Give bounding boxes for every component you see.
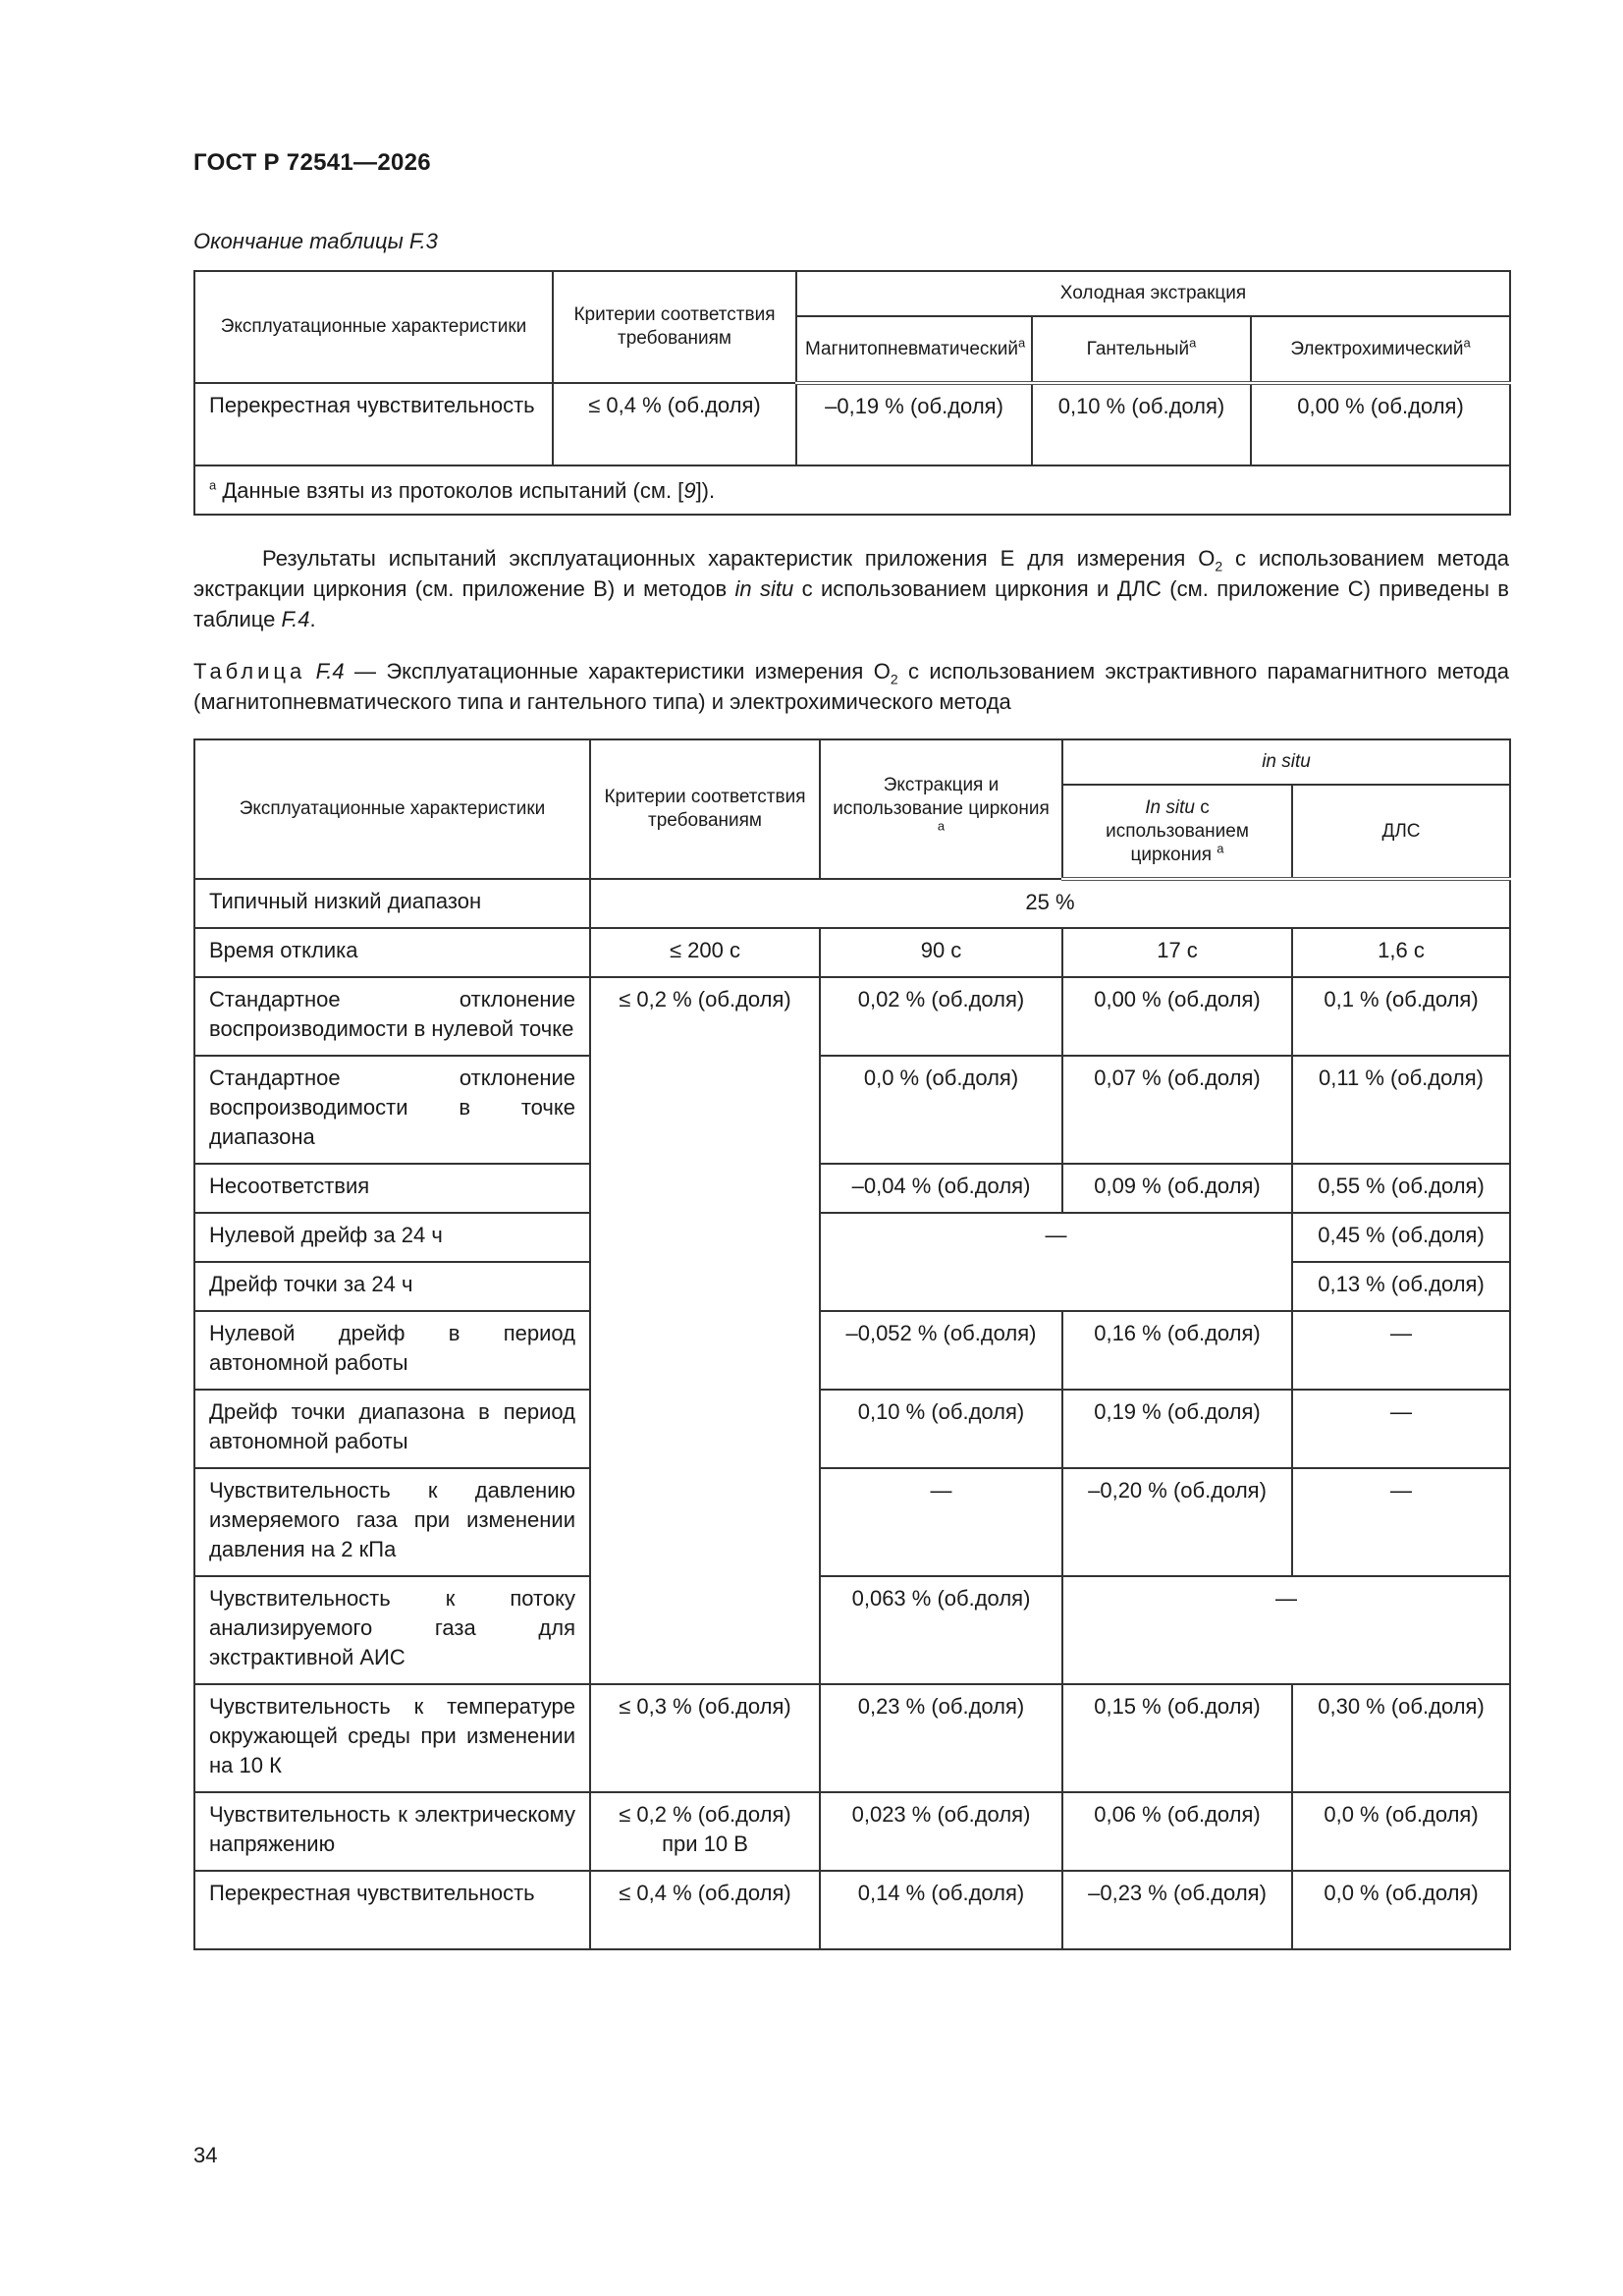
f4-cell-extraction: 90 с xyxy=(820,928,1062,977)
f4-cell-dls: 0,0 % (об.доля) xyxy=(1292,1871,1510,1949)
f4-cell-in-situ-zirconium: 0,07 % (об.доля) xyxy=(1062,1056,1292,1164)
f4-cell-in-situ-zirconium: 0,00 % (об.доля) xyxy=(1062,977,1292,1056)
table-row xyxy=(194,1468,1510,1576)
f4-cell-extraction: –0,052 % (об.доля) xyxy=(820,1311,1062,1390)
f4-cell-dls: 0,30 % (об.доля) xyxy=(1292,1684,1510,1792)
table-row xyxy=(194,1871,1510,1949)
table-row xyxy=(194,1213,1510,1262)
f4-cell-dls: 0,55 % (об.доля) xyxy=(1292,1164,1510,1213)
f4-cell-dls: — xyxy=(1292,1468,1510,1576)
f4-cell-in-situ-zirconium: –0,23 % (об.доля) xyxy=(1062,1871,1292,1949)
table-row xyxy=(194,879,1510,928)
f4-cell-in-situ-zirconium: 0,19 % (об.доля) xyxy=(1062,1390,1292,1468)
f4-cell-feature: Нулевой дрейф в период автономной работы xyxy=(194,1311,590,1390)
f3-header-electrochemical: Электрохимический$^а$ xyxy=(1251,316,1510,383)
f4-cell-in-situ-zirconium: –0,20 % (об.доля) xyxy=(1062,1468,1292,1576)
f3-cell-electrochemical: 0,00 % (об.доля) xyxy=(1251,383,1510,465)
f4-cell-extraction: — xyxy=(820,1468,1062,1576)
table-row xyxy=(194,1684,1510,1792)
f4-cell-feature: Чувствительность к давлению измеряемого газа при изменении давления на 2 кПа xyxy=(194,1468,590,1576)
f4-cell-criteria: ≤ 200 с xyxy=(590,928,820,977)
table-f3 xyxy=(193,270,1511,516)
f4-cell-extraction: 0,23 % (об.доля) xyxy=(820,1684,1062,1792)
f4-cell-dls: 0,13 % (об.доля) xyxy=(1292,1262,1510,1311)
f4-cell-feature: Дрейф точки за 24 ч xyxy=(194,1262,590,1311)
f4-cell-feature: Дрейф точки диапазона в период автономной работы xyxy=(194,1390,590,1468)
f4-header-criteria: Критерии соответствия требованиям xyxy=(590,739,820,879)
f4-cell-dls: — xyxy=(1292,1390,1510,1468)
f4-cell-feature: Нулевой дрейф за 24 ч xyxy=(194,1213,590,1262)
f4-cell-criteria: ≤ 0,4 % (об.доля) xyxy=(590,1871,820,1949)
f4-cell-in-situ-zirconium: 0,15 % (об.доля) xyxy=(1062,1684,1292,1792)
f4-cell-dls: 1,6 с xyxy=(1292,928,1510,977)
table-row xyxy=(194,1056,1510,1164)
f4-cell-extraction: 0,10 % (об.доля) xyxy=(820,1390,1062,1468)
f3-header-cold-extraction: Холодная экстракция xyxy=(796,271,1510,316)
f4-cell-merged-dash: — xyxy=(820,1213,1292,1311)
f4-cell-in-situ-zirconium: 0,09 % (об.доля) xyxy=(1062,1164,1292,1213)
f4-cell-feature: Чувствительность к температуре окружающей среды при изменении на 10 К xyxy=(194,1684,590,1792)
f4-cell-in-situ-zirconium: 0,06 % (об.доля) xyxy=(1062,1792,1292,1871)
document-title: ГОСТ Р 72541—2026 xyxy=(193,149,431,176)
f4-cell-criteria: ≤ 0,3 % (об.доля) xyxy=(590,1684,820,1792)
f3-cell-criteria: ≤ 0,4 % (об.доля) xyxy=(553,383,796,465)
f3-cell-feature: Перекрестная чувствительность xyxy=(194,383,553,465)
f4-header-dls: ДЛС xyxy=(1292,785,1510,879)
f4-header-in-situ-zirconium: In situ с использованием циркония $^а$ xyxy=(1062,785,1292,879)
f4-cell-in-situ-zirconium: 0,16 % (об.доля) xyxy=(1062,1311,1292,1390)
f4-header-feature: Эксплуатационные характеристики xyxy=(194,739,590,879)
f4-cell-feature: Несоответствия xyxy=(194,1164,590,1213)
f4-cell-extraction: 0,063 % (об.доля) xyxy=(820,1576,1062,1684)
f4-cell-extraction: 0,0 % (об.доля) xyxy=(820,1056,1062,1164)
f4-cell-in-situ-zirconium: 17 с xyxy=(1062,928,1292,977)
table-row xyxy=(194,1164,1510,1213)
f4-cell-feature: Время отклика xyxy=(194,928,590,977)
table-row xyxy=(194,928,1510,977)
table-row xyxy=(194,977,1510,1056)
f3-header-feature: Эксплуатационные характеристики xyxy=(194,271,553,383)
f4-cell-dls: — xyxy=(1292,1311,1510,1390)
f4-header-in-situ: in situ xyxy=(1062,739,1510,785)
f4-cell-extraction: 0,02 % (об.доля) xyxy=(820,977,1062,1056)
f4-cell-merged-value: 25 % xyxy=(590,879,1510,928)
f4-cell-dls: 0,0 % (об.доля) xyxy=(1292,1792,1510,1871)
f4-cell-feature: Стандартное отклонение воспроизводимости в точке диапазона xyxy=(194,1056,590,1164)
table-continuation-caption: Окончание таблицы F.3 xyxy=(193,229,438,253)
table-f4-caption: Таблица F.4 — Эксплуатационные характеристики измерения $O_2$ с использованием экстрактивного парамагнитного метода (магнитопневматического типа и гантельного типа) и электрохимического метода xyxy=(193,659,1509,714)
f4-cell-extraction: 0,023 % (об.доля) xyxy=(820,1792,1062,1871)
f3-cell-magnetic: –0,19 % (об.доля) xyxy=(796,383,1032,465)
table-row xyxy=(194,1390,1510,1468)
f3-header-criteria: Критерии соответствия требованиям xyxy=(553,271,796,383)
f4-cell-feature: Перекрестная чувствительность xyxy=(194,1871,590,1949)
f3-header-magnetic: Магнитопневматический$^а$ xyxy=(796,316,1032,383)
f4-cell-merged-dash: — xyxy=(1062,1576,1510,1684)
f4-cell-extraction: –0,04 % (об.доля) xyxy=(820,1164,1062,1213)
table-row xyxy=(194,1576,1510,1684)
table-row xyxy=(194,1311,1510,1390)
f4-header-extraction-zirconium: Экстракция и использование циркония $^а$ xyxy=(820,739,1062,879)
f4-cell-dls: 0,1 % (об.доля) xyxy=(1292,977,1510,1056)
f4-cell-feature: Стандартное отклонение воспроизводимости в нулевой точке xyxy=(194,977,590,1056)
f4-cell-dls: 0,45 % (об.доля) xyxy=(1292,1213,1510,1262)
f3-header-dumbbell: Гантельный$^а$ xyxy=(1032,316,1251,383)
f3-cell-dumbbell: 0,10 % (об.доля) xyxy=(1032,383,1251,465)
f4-cell-extraction: 0,14 % (об.доля) xyxy=(820,1871,1062,1949)
f4-cell-feature: Чувствительность к потоку анализируемого газа для экстрактивной АИС xyxy=(194,1576,590,1684)
f4-cell-criteria: ≤ 0,2 % (об.доля) при 10 В xyxy=(590,1792,820,1871)
intro-paragraph: Результаты испытаний эксплуатационных характеристик приложения Е для измерения $O_2$ с использованием метода экстракции циркония (см. приложение В) и методов in situ с использованием циркония и ДЛС (см. приложение С) приведены в таблице F.4. xyxy=(193,546,1509,631)
page-number: 34 xyxy=(193,2143,218,2167)
f3-footnote: $^а$ Данные взяты из протоколов испытаний (см. [9]). xyxy=(194,465,1510,515)
f4-cell-dls: 0,11 % (об.доля) xyxy=(1292,1056,1510,1164)
f4-cell-feature: Типичный низкий диапазон xyxy=(194,879,590,928)
f4-cell-criteria: ≤ 0,2 % (об.доля) xyxy=(590,977,820,1684)
table-row xyxy=(194,1792,1510,1871)
f4-cell-feature: Чувствительность к электрическому напряжению xyxy=(194,1792,590,1871)
table-row xyxy=(194,383,1510,465)
table-f4 xyxy=(193,738,1511,1950)
